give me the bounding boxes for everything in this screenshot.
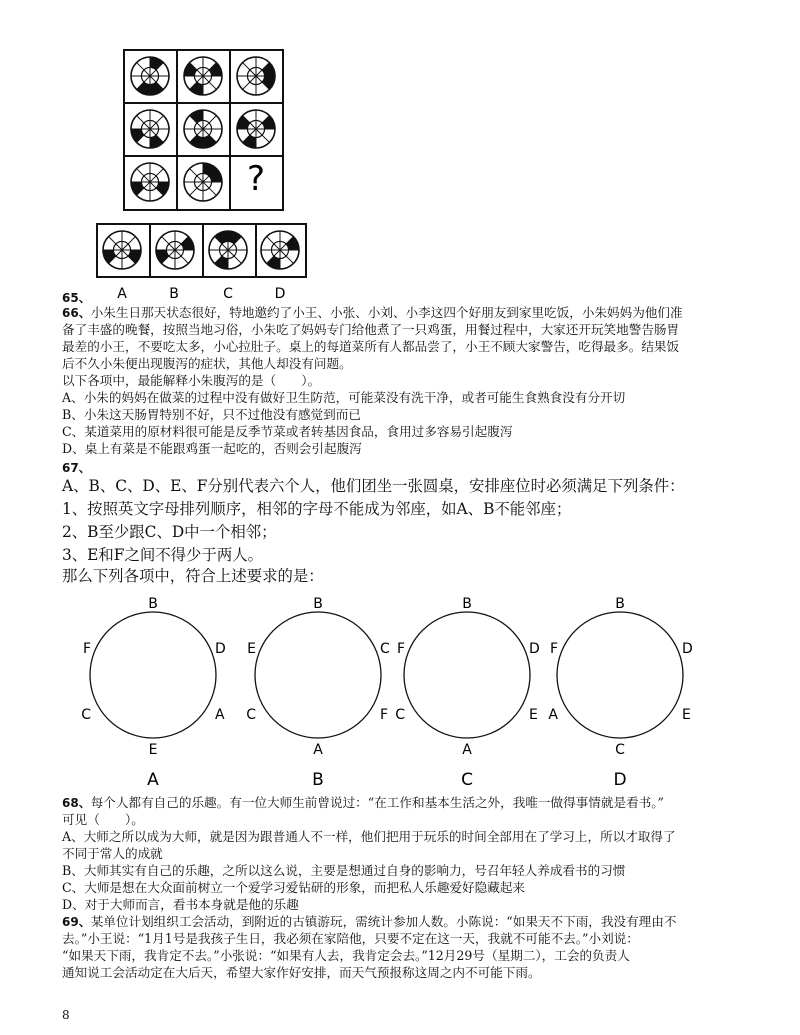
puzzle-wheel-4	[131, 110, 169, 148]
seating-circle-d	[548, 596, 692, 790]
seating-option-label: D	[613, 770, 627, 790]
puzzle-wheel-8	[184, 163, 222, 201]
q66-option-b: B、小朱这天肠胃特别不好，只不过他没有感觉到而已	[62, 407, 361, 422]
seat-upper-right: D	[215, 641, 226, 657]
q65-option-label-b: B	[169, 286, 179, 300]
q68-option-a-cont: 不同于常人的成就	[62, 846, 163, 861]
page-number: 8	[62, 1008, 70, 1022]
q65-option-label-c: C	[223, 286, 233, 300]
q65-option-label-d: D	[274, 286, 286, 300]
question-mark: ?	[246, 159, 266, 199]
q68-option-a: A、大师之所以成为大师，就是因为跟普通人不一样，他们把用于玩乐的时间全部用在了学习上，所以才取得了	[62, 829, 676, 844]
seating-circle-b	[246, 596, 390, 790]
seating-circle-a	[81, 596, 226, 790]
q66-option-c: C、某道菜用的原材料很可能是反季节菜或者转基因食品，食用过多容易引起腹泻	[62, 424, 513, 439]
seat-lower-left: C	[81, 707, 91, 723]
q67-prompt: 那么下列各项中，符合上述要求的是：	[62, 567, 324, 585]
puzzle-wheel-7	[131, 163, 169, 201]
q66-line-4: 后不久小朱便出现腹泻的症状，其他人却没有问题。	[62, 356, 352, 371]
option-wheel-a	[103, 231, 141, 269]
seat-upper-right: C	[380, 641, 390, 657]
seat-upper-left: F	[396, 641, 405, 657]
option-wheel-b	[156, 231, 194, 269]
seating-circle-c	[395, 596, 540, 790]
seat-upper-left: F	[549, 641, 558, 657]
seat-lower-right: A	[215, 707, 225, 723]
seat-upper-right: D	[529, 641, 540, 657]
q67-number: 67、	[62, 461, 91, 475]
puzzle-wheel-6	[237, 110, 275, 148]
seat-bottom: A	[313, 742, 323, 758]
q69-line-1: 69、某单位计划组织工会活动，到附近的古镇游玩，需统计参加人数。小陈说：“如果天不下雨，我没有理由不	[62, 914, 677, 929]
q65-option-label-a: A	[117, 286, 127, 300]
q66-number: 66、	[62, 306, 91, 320]
q66-line-3: 最差的小王，不要吃太多，小心拉肚子。桌上的每道菜所有人都品尝了，小王不顾大家警告，吃得最多。结果饭	[62, 339, 680, 354]
puzzle-wheel-5	[184, 110, 222, 148]
q69-line-3: “如果天下雨，我肯定不去。”小张说：“如果有人去，我肯定会去。”12月29号（星期二），工会的负责人	[62, 948, 630, 963]
seat-lower-right: E	[529, 707, 538, 723]
q65-figure	[0, 0, 800, 300]
seat-upper-left: E	[247, 641, 256, 657]
q68-line-1: 68、每个人都有自己的乐趣。有一位大师生前曾说过：“在工作和基本生活之外，我唯一做得事情就是看书。”	[62, 795, 664, 810]
seating-option-label: A	[147, 770, 159, 790]
seat-bottom: C	[615, 742, 625, 758]
seat-top: B	[462, 596, 472, 612]
seat-bottom: E	[148, 742, 158, 758]
seat-lower-right: E	[682, 707, 691, 723]
answer-options-row	[97, 224, 306, 277]
q69-number: 69、	[62, 915, 91, 929]
q68-option-d: D、对于大师而言，看书本身就是他的乐趣	[62, 897, 299, 912]
q68-prompt: 可见（ ）。	[62, 812, 144, 827]
q65-number: 65、	[62, 291, 91, 305]
seat-top: B	[313, 596, 323, 612]
seat-lower-left: C	[246, 707, 256, 723]
q66-line-1: 66、小朱生日那天状态很好，特地邀约了小王、小张、小刘、小李这四个好朋友到家里吃饭，小朱妈妈为他们准	[62, 305, 683, 320]
q66-line-2: 备了丰盛的晚餐，按照当地习俗，小朱吃了妈妈专门给他煮了一只鸡蛋，用餐过程中，大家还开玩笑地警告肠胃	[62, 322, 680, 337]
q69-line-4: 通知说工会活动定在大后天，希望大家作好安排，而天气预报称这周之内不可能下雨。	[62, 965, 541, 980]
seating-option-label: C	[461, 770, 473, 790]
puzzle-wheel-3	[237, 57, 275, 95]
q68-number: 68、	[62, 796, 91, 810]
q67-condition-3: 3、E和F之间不得少于两人。	[62, 546, 264, 564]
seat-upper-right: D	[682, 641, 693, 657]
q67-seating-diagrams	[0, 595, 800, 790]
puzzle-wheel-1	[131, 57, 169, 95]
seat-lower-right: F	[380, 707, 389, 723]
q67-condition-1: 1、按照英文字母排列顺序，相邻的字母不能成为邻座，如A、B不能邻座；	[62, 500, 572, 518]
q67-line-1: A、B、C、D、E、F分别代表六个人，他们团坐一张圆桌，安排座位时必须满足下列条件：	[62, 477, 685, 495]
option-wheel-d	[261, 231, 299, 269]
puzzle-wheel-2	[184, 57, 222, 95]
q67-condition-2: 2、B至少跟C、D中一个相邻；	[62, 523, 277, 541]
q69-line-2: 去。”小王说：“1月1号是我孩子生日，我必须在家陪他，只要不定在这一天，我就不可能不去。”小刘说：	[62, 931, 639, 946]
seat-lower-left: A	[548, 707, 558, 723]
option-wheel-c	[209, 231, 247, 269]
q66-prompt: 以下各项中，最能解释小朱腹泻的是（ ）。	[62, 373, 321, 388]
seat-lower-left: C	[395, 707, 405, 723]
q66-option-a: A、小朱的妈妈在做菜的过程中没有做好卫生防范，可能菜没有洗干净，或者可能生食熟食没有分开切	[62, 390, 626, 405]
seat-upper-left: F	[82, 641, 91, 657]
q66-option-d: D、桌上有菜是不能跟鸡蛋一起吃的，否则会引起腹泻	[62, 441, 362, 456]
seat-top: B	[148, 596, 158, 612]
seat-top: B	[615, 596, 625, 612]
q68-option-b: B、大师其实有自己的乐趣，之所以这么说，主要是想通过自身的影响力，号召年轻人养成看书的习惯	[62, 863, 626, 878]
q68-option-c: C、大师是想在大众面前树立一个爱学习爱钻研的形象，而把私人乐趣爱好隐藏起来	[62, 880, 526, 895]
seating-option-label: B	[312, 770, 324, 790]
seat-bottom: A	[462, 742, 472, 758]
